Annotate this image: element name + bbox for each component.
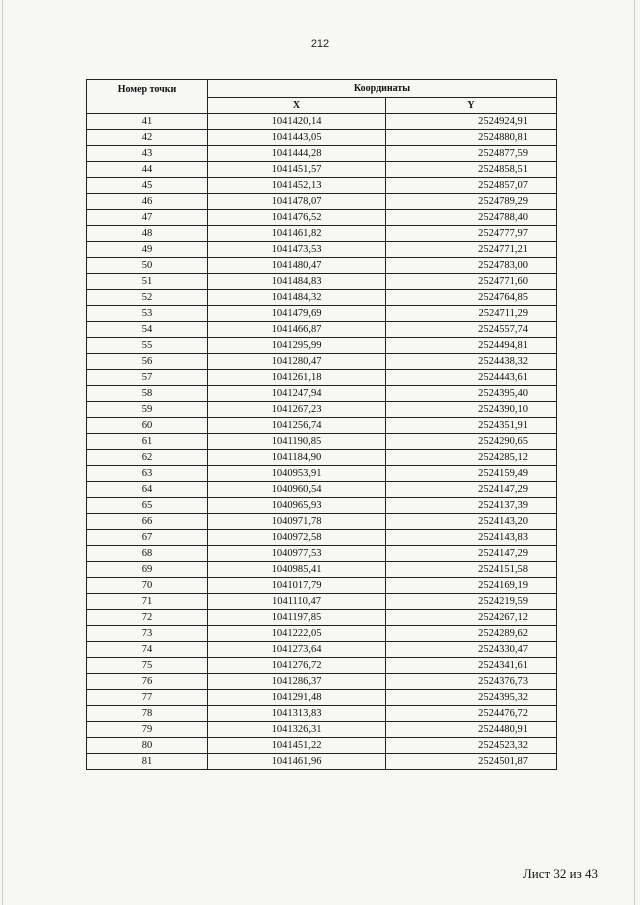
point-number-cell: 59 bbox=[87, 402, 208, 418]
y-coordinate-cell: 2524858,51 bbox=[386, 162, 557, 178]
x-coordinate-cell: 1041484,32 bbox=[208, 290, 386, 306]
y-coordinate-cell: 2524169,19 bbox=[386, 578, 557, 594]
point-number-cell: 69 bbox=[87, 562, 208, 578]
point-number-cell: 73 bbox=[87, 626, 208, 642]
point-number-cell: 79 bbox=[87, 722, 208, 738]
point-number-cell: 55 bbox=[87, 338, 208, 354]
point-number-cell: 41 bbox=[87, 114, 208, 130]
y-coordinate-cell: 2524764,85 bbox=[386, 290, 557, 306]
x-coordinate-cell: 1041295,99 bbox=[208, 338, 386, 354]
y-coordinate-cell: 2524219,59 bbox=[386, 594, 557, 610]
table-row bbox=[87, 594, 557, 610]
x-coordinate-cell: 1040972,58 bbox=[208, 530, 386, 546]
y-coordinate-cell: 2524395,40 bbox=[386, 386, 557, 402]
x-coordinate-cell: 1041017,79 bbox=[208, 578, 386, 594]
x-coordinate-cell: 1041451,57 bbox=[208, 162, 386, 178]
y-coordinate-cell: 2524376,73 bbox=[386, 674, 557, 690]
table-row bbox=[87, 370, 557, 386]
table-row bbox=[87, 466, 557, 482]
x-coordinate-cell: 1041326,31 bbox=[208, 722, 386, 738]
x-coordinate-cell: 1041313,83 bbox=[208, 706, 386, 722]
table-row bbox=[87, 514, 557, 530]
x-coordinate-cell: 1041473,53 bbox=[208, 242, 386, 258]
y-coordinate-cell: 2524557,74 bbox=[386, 322, 557, 338]
y-coordinate-cell: 2524877,59 bbox=[386, 146, 557, 162]
table-row bbox=[87, 290, 557, 306]
y-coordinate-cell: 2524771,21 bbox=[386, 242, 557, 258]
coordinates-table bbox=[86, 79, 557, 770]
table-row bbox=[87, 258, 557, 274]
y-coordinate-cell: 2524395,32 bbox=[386, 690, 557, 706]
y-coordinate-cell: 2524789,29 bbox=[386, 194, 557, 210]
scan-edge-left bbox=[2, 0, 3, 905]
table-row bbox=[87, 482, 557, 498]
x-coordinate-cell: 1041476,52 bbox=[208, 210, 386, 226]
header-coordinates: Координаты bbox=[208, 80, 557, 98]
x-coordinate-cell: 1041480,47 bbox=[208, 258, 386, 274]
table-row bbox=[87, 706, 557, 722]
y-coordinate-cell: 2524443,61 bbox=[386, 370, 557, 386]
y-coordinate-cell: 2524289,62 bbox=[386, 626, 557, 642]
y-coordinate-cell: 2524390,10 bbox=[386, 402, 557, 418]
point-number-cell: 67 bbox=[87, 530, 208, 546]
y-coordinate-cell: 2524494,81 bbox=[386, 338, 557, 354]
table-row bbox=[87, 530, 557, 546]
table-row bbox=[87, 322, 557, 338]
header-point-number: Номер точки bbox=[87, 80, 208, 114]
y-coordinate-cell: 2524480,91 bbox=[386, 722, 557, 738]
point-number-cell: 57 bbox=[87, 370, 208, 386]
point-number-cell: 49 bbox=[87, 242, 208, 258]
point-number-cell: 74 bbox=[87, 642, 208, 658]
point-number-cell: 42 bbox=[87, 130, 208, 146]
table-row bbox=[87, 194, 557, 210]
y-coordinate-cell: 2524857,07 bbox=[386, 178, 557, 194]
y-coordinate-cell: 2524267,12 bbox=[386, 610, 557, 626]
x-coordinate-cell: 1041110,47 bbox=[208, 594, 386, 610]
table-row bbox=[87, 754, 557, 770]
table-row bbox=[87, 498, 557, 514]
table-row bbox=[87, 242, 557, 258]
x-coordinate-cell: 1041184,90 bbox=[208, 450, 386, 466]
header-x: X bbox=[208, 98, 386, 114]
x-coordinate-cell: 1041444,28 bbox=[208, 146, 386, 162]
point-number-cell: 43 bbox=[87, 146, 208, 162]
x-coordinate-cell: 1041443,05 bbox=[208, 130, 386, 146]
y-coordinate-cell: 2524159,49 bbox=[386, 466, 557, 482]
y-coordinate-cell: 2524151,58 bbox=[386, 562, 557, 578]
table-row bbox=[87, 626, 557, 642]
y-coordinate-cell: 2524147,29 bbox=[386, 546, 557, 562]
y-coordinate-cell: 2524501,87 bbox=[386, 754, 557, 770]
x-coordinate-cell: 1041291,48 bbox=[208, 690, 386, 706]
x-coordinate-cell: 1041247,94 bbox=[208, 386, 386, 402]
table-row bbox=[87, 562, 557, 578]
point-number-cell: 50 bbox=[87, 258, 208, 274]
x-coordinate-cell: 1040953,91 bbox=[208, 466, 386, 482]
y-coordinate-cell: 2524285,12 bbox=[386, 450, 557, 466]
point-number-cell: 77 bbox=[87, 690, 208, 706]
table-row bbox=[87, 162, 557, 178]
page-number: 212 bbox=[310, 38, 330, 50]
table-row bbox=[87, 338, 557, 354]
table-row bbox=[87, 722, 557, 738]
x-coordinate-cell: 1040985,41 bbox=[208, 562, 386, 578]
table-row bbox=[87, 738, 557, 754]
point-number-cell: 75 bbox=[87, 658, 208, 674]
table-row bbox=[87, 354, 557, 370]
x-coordinate-cell: 1041478,07 bbox=[208, 194, 386, 210]
table-row bbox=[87, 418, 557, 434]
point-number-cell: 54 bbox=[87, 322, 208, 338]
point-number-cell: 63 bbox=[87, 466, 208, 482]
table-row bbox=[87, 274, 557, 290]
x-coordinate-cell: 1041273,64 bbox=[208, 642, 386, 658]
table-row bbox=[87, 450, 557, 466]
table-row bbox=[87, 226, 557, 242]
y-coordinate-cell: 2524143,83 bbox=[386, 530, 557, 546]
header-y: Y bbox=[386, 98, 557, 114]
point-number-cell: 62 bbox=[87, 450, 208, 466]
point-number-cell: 51 bbox=[87, 274, 208, 290]
table-row bbox=[87, 306, 557, 322]
y-coordinate-cell: 2524711,29 bbox=[386, 306, 557, 322]
point-number-cell: 64 bbox=[87, 482, 208, 498]
point-number-cell: 53 bbox=[87, 306, 208, 322]
y-coordinate-cell: 2524476,72 bbox=[386, 706, 557, 722]
point-number-cell: 58 bbox=[87, 386, 208, 402]
table-body bbox=[87, 114, 557, 770]
point-number-cell: 81 bbox=[87, 754, 208, 770]
y-coordinate-cell: 2524771,60 bbox=[386, 274, 557, 290]
point-number-cell: 78 bbox=[87, 706, 208, 722]
x-coordinate-cell: 1041280,47 bbox=[208, 354, 386, 370]
y-coordinate-cell: 2524351,91 bbox=[386, 418, 557, 434]
y-coordinate-cell: 2524777,97 bbox=[386, 226, 557, 242]
scan-edge-right bbox=[634, 0, 635, 905]
point-number-cell: 65 bbox=[87, 498, 208, 514]
x-coordinate-cell: 1041420,14 bbox=[208, 114, 386, 130]
table-row bbox=[87, 178, 557, 194]
point-number-cell: 72 bbox=[87, 610, 208, 626]
table-row bbox=[87, 146, 557, 162]
x-coordinate-cell: 1040971,78 bbox=[208, 514, 386, 530]
y-coordinate-cell: 2524330,47 bbox=[386, 642, 557, 658]
x-coordinate-cell: 1040965,93 bbox=[208, 498, 386, 514]
table-row bbox=[87, 386, 557, 402]
table-row bbox=[87, 114, 557, 130]
point-number-cell: 47 bbox=[87, 210, 208, 226]
x-coordinate-cell: 1041256,74 bbox=[208, 418, 386, 434]
y-coordinate-cell: 2524147,29 bbox=[386, 482, 557, 498]
x-coordinate-cell: 1040960,54 bbox=[208, 482, 386, 498]
table-row bbox=[87, 402, 557, 418]
y-coordinate-cell: 2524924,91 bbox=[386, 114, 557, 130]
table-row bbox=[87, 610, 557, 626]
x-coordinate-cell: 1041484,83 bbox=[208, 274, 386, 290]
y-coordinate-cell: 2524880,81 bbox=[386, 130, 557, 146]
x-coordinate-cell: 1041190,85 bbox=[208, 434, 386, 450]
y-coordinate-cell: 2524290,65 bbox=[386, 434, 557, 450]
point-number-cell: 76 bbox=[87, 674, 208, 690]
y-coordinate-cell: 2524783,00 bbox=[386, 258, 557, 274]
x-coordinate-cell: 1041222,05 bbox=[208, 626, 386, 642]
table-row bbox=[87, 642, 557, 658]
y-coordinate-cell: 2524523,32 bbox=[386, 738, 557, 754]
point-number-cell: 45 bbox=[87, 178, 208, 194]
x-coordinate-cell: 1041286,37 bbox=[208, 674, 386, 690]
point-number-cell: 66 bbox=[87, 514, 208, 530]
x-coordinate-cell: 1041461,82 bbox=[208, 226, 386, 242]
point-number-cell: 61 bbox=[87, 434, 208, 450]
point-number-cell: 60 bbox=[87, 418, 208, 434]
x-coordinate-cell: 1041452,13 bbox=[208, 178, 386, 194]
table-row bbox=[87, 546, 557, 562]
y-coordinate-cell: 2524341,61 bbox=[386, 658, 557, 674]
x-coordinate-cell: 1040977,53 bbox=[208, 546, 386, 562]
y-coordinate-cell: 2524788,40 bbox=[386, 210, 557, 226]
y-coordinate-cell: 2524143,20 bbox=[386, 514, 557, 530]
table-row bbox=[87, 578, 557, 594]
point-number-cell: 68 bbox=[87, 546, 208, 562]
x-coordinate-cell: 1041461,96 bbox=[208, 754, 386, 770]
point-number-cell: 56 bbox=[87, 354, 208, 370]
table-row bbox=[87, 658, 557, 674]
x-coordinate-cell: 1041261,18 bbox=[208, 370, 386, 386]
x-coordinate-cell: 1041267,23 bbox=[208, 402, 386, 418]
table-row bbox=[87, 674, 557, 690]
point-number-cell: 48 bbox=[87, 226, 208, 242]
table-row bbox=[87, 690, 557, 706]
point-number-cell: 80 bbox=[87, 738, 208, 754]
y-coordinate-cell: 2524438,32 bbox=[386, 354, 557, 370]
table-row bbox=[87, 130, 557, 146]
point-number-cell: 46 bbox=[87, 194, 208, 210]
point-number-cell: 70 bbox=[87, 578, 208, 594]
sheet-label: Лист 32 из 43 bbox=[522, 866, 598, 881]
point-number-cell: 71 bbox=[87, 594, 208, 610]
x-coordinate-cell: 1041451,22 bbox=[208, 738, 386, 754]
table-row bbox=[87, 210, 557, 226]
table-row bbox=[87, 434, 557, 450]
x-coordinate-cell: 1041197,85 bbox=[208, 610, 386, 626]
y-coordinate-cell: 2524137,39 bbox=[386, 498, 557, 514]
point-number-cell: 52 bbox=[87, 290, 208, 306]
x-coordinate-cell: 1041276,72 bbox=[208, 658, 386, 674]
x-coordinate-cell: 1041479,69 bbox=[208, 306, 386, 322]
x-coordinate-cell: 1041466,87 bbox=[208, 322, 386, 338]
point-number-cell: 44 bbox=[87, 162, 208, 178]
